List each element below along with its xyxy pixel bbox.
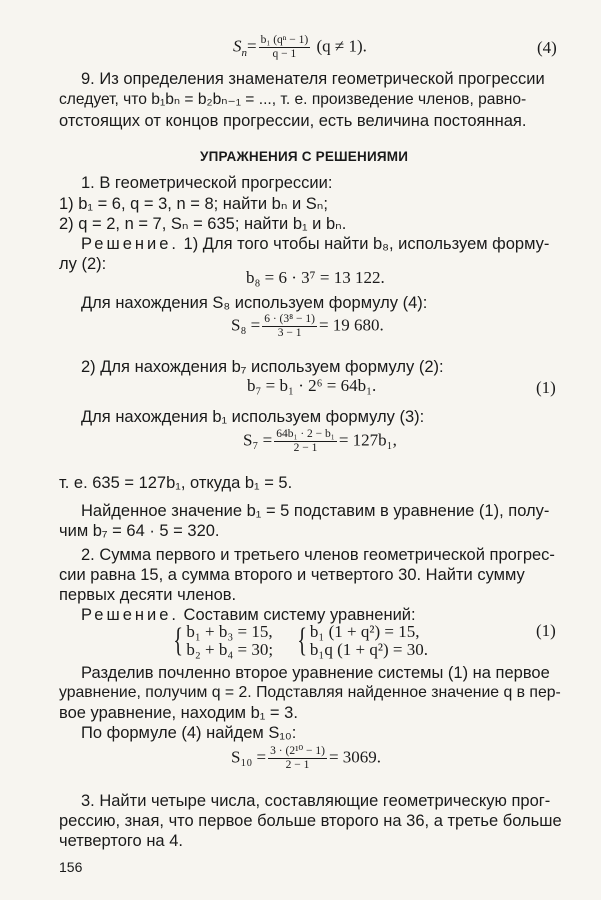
eq-s7-denominator: 2 − 1 bbox=[293, 442, 318, 454]
eq-s8-numerator: 6 · (3⁸ − 1) bbox=[264, 313, 315, 325]
item9-line-2: следует, что b₁bₙ = b₂bₙ₋₁ = ..., т. е. произведение членов, равно- bbox=[59, 91, 527, 108]
system-1 bbox=[186, 623, 273, 659]
formula-4-lhs: S bbox=[233, 36, 242, 56]
ex2-line-1: 2. Сумма первого и третьего членов геометрической прогрес- bbox=[81, 546, 555, 564]
eq-s8 bbox=[231, 313, 384, 340]
ex1-conclusion: т. е. 635 = 127b₁, откуда b₁ = 5. bbox=[59, 474, 293, 492]
system-1-eq-a: b₁ + b₃ = 15, bbox=[186, 622, 273, 641]
formula-4-numerator: b₁ (qⁿ − 1) bbox=[260, 34, 309, 46]
item9-line-3: отстоящих от концов прогрессии, есть величина постоянная. bbox=[59, 112, 527, 130]
section-title: УПРАЖНЕНИЯ С РЕШЕНИЯМИ bbox=[200, 149, 409, 164]
s8-intro: Для нахождения S₈ используем формулу (4): bbox=[81, 294, 428, 312]
system-number: (1) bbox=[536, 621, 556, 640]
eq-s7-lhs: S₇ = bbox=[243, 430, 273, 450]
ex1-solution-line bbox=[81, 234, 549, 254]
equation-system bbox=[170, 623, 428, 659]
system-2 bbox=[310, 623, 428, 659]
eq-s8-rhs: = 19 680. bbox=[318, 315, 384, 335]
page-number: 156 bbox=[59, 859, 83, 875]
eq-s10 bbox=[231, 745, 381, 772]
eq-s10-fraction bbox=[268, 745, 327, 772]
formula-4-fraction bbox=[259, 34, 311, 61]
ex3-line-3: четвертого на 4. bbox=[59, 832, 183, 850]
ex2-solution-rest: Составим систему уравнений: bbox=[178, 606, 416, 624]
left-brace-icon: { bbox=[296, 622, 307, 659]
eq-s8-denominator: 3 − 1 bbox=[277, 327, 302, 339]
formula-4-number: (4) bbox=[537, 38, 557, 57]
ex2-after-line-1: Разделив почленно второе уравнение системы (1) на первое bbox=[81, 664, 550, 682]
ex3-line-2: рессию, зная, что первое больше второго на 36, а третье больше bbox=[59, 812, 562, 830]
system-1-eq-b: b₂ + b₄ = 30; bbox=[186, 640, 274, 659]
eq-s10-rhs: = 3069. bbox=[328, 747, 382, 767]
ex2-line-2: сии равна 15, а сумма второго и четвертого 30. Найти сумму bbox=[59, 566, 525, 584]
formula-4: $S_n=$ $\frac{\text{b₁ (qⁿ − 1)}}{q - 1}$ (q ≠ 1). bbox=[233, 34, 367, 60]
formula-4-denominator: q − 1 bbox=[272, 48, 297, 60]
eq-b8: b₈ = 6 · 3⁷ = 13 122. bbox=[246, 268, 385, 287]
eq-s10-numerator: 3 · (2¹⁰ − 1) bbox=[270, 745, 325, 757]
eq-s7-numerator: 64b₁ · 2 − b₁ bbox=[276, 428, 335, 440]
eq-s7-fraction bbox=[274, 428, 337, 455]
eq-b7: b₇ = b₁ · 2⁶ = 64b₁. bbox=[247, 376, 377, 395]
ex2-line-3: первых десяти членов. bbox=[59, 586, 237, 604]
eq-b7-number: (1) bbox=[536, 378, 556, 397]
eq-s7 bbox=[243, 428, 397, 455]
eq-s10-denominator: 2 − 1 bbox=[285, 759, 310, 771]
ex1-line-1: 1. В геометрической прогрессии: bbox=[81, 174, 333, 192]
ex1-final-line-2: чим b₇ = 64 · 5 = 320. bbox=[59, 522, 220, 540]
formula-4-condition: (q ≠ 1). bbox=[316, 36, 367, 56]
item9-line-1: 9. Из определения знаменателя геометрической прогрессии bbox=[81, 70, 545, 88]
ex1-solution-rest: 1) Для того чтобы найти b₈, используем форму- bbox=[178, 235, 550, 253]
b7-intro: 2) Для нахождения b₇ используем формулу (2): bbox=[81, 358, 444, 376]
system-2-eq-b: b₁q (1 + q²) = 30. bbox=[309, 640, 428, 659]
eq-s8-lhs: S₈ = bbox=[231, 315, 261, 335]
eq-s10-lhs: S₁₀ = bbox=[231, 747, 267, 767]
ex1-solution-word: Решение. bbox=[81, 235, 179, 253]
formula-4-lhs-sub: n bbox=[241, 46, 247, 59]
ex2-solution-word: Решение. bbox=[81, 606, 179, 624]
ex1-line-2: 1) b₁ = 6, q = 3, n = 8; найти bₙ и Sₙ; bbox=[59, 195, 328, 213]
b1-intro: Для нахождения b₁ используем формулу (3): bbox=[81, 408, 425, 426]
left-brace-icon: { bbox=[173, 622, 184, 659]
ex1-line-3: 2) q = 2, n = 7, Sₙ = 635; найти b₁ и bₙ. bbox=[59, 215, 347, 233]
ex2-after-line-3: вое уравнение, находим b₁ = 3. bbox=[59, 704, 298, 722]
ex2-after-line-2: уравнение, получим q = 2. Подставляя найденное значение q в пер- bbox=[59, 684, 561, 701]
ex1-solution-line-2: лу (2): bbox=[59, 255, 107, 273]
system-2-eq-a: b₁ (1 + q²) = 15, bbox=[309, 622, 420, 641]
ex1-final-line-1: Найденное значение b₁ = 5 подставим в уравнение (1), полу- bbox=[81, 502, 550, 520]
eq-s8-fraction bbox=[262, 313, 317, 340]
eq-s7-rhs: = 127b₁, bbox=[338, 430, 397, 450]
ex3-line-1: 3. Найти четыре числа, составляющие геометрическую прог- bbox=[81, 792, 551, 810]
s10-intro: По формуле (4) найдем S₁₀: bbox=[81, 724, 297, 742]
